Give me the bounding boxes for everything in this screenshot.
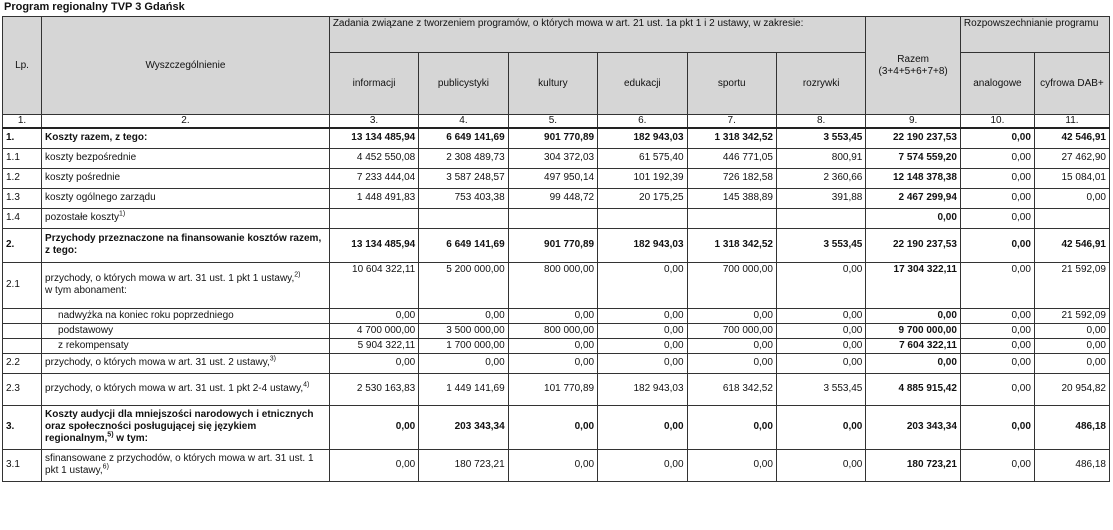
col-5: rozrywki [776,53,865,115]
index-cell: 7. [687,115,776,129]
row-value: 0,00 [960,128,1034,148]
row-value: 0,00 [419,353,508,373]
row-value: 0,00 [687,338,776,353]
row-value: 0,00 [1034,338,1109,353]
col-1: publicystyki [419,53,508,115]
row-value: 22 190 237,53 [866,228,961,262]
row-value [1034,208,1109,228]
row-label-text: koszty ogólnego zarządu [45,192,156,203]
row-value: 3 553,45 [776,373,865,405]
row-value: 0,00 [960,188,1034,208]
row-value: 1 318 342,52 [687,228,776,262]
row-value: 17 304 322,11 [866,262,961,308]
row-value: 0,00 [687,405,776,449]
col-dist-0: analogowe [960,53,1034,115]
index-cell: 2. [42,115,330,129]
index-cell: 11. [1034,115,1109,129]
row-value: 42 546,91 [1034,128,1109,148]
row-value: 101 192,39 [598,168,687,188]
row-value: 800 000,00 [508,323,597,338]
row-value: 700 000,00 [687,323,776,338]
footnote-ref: 4) [303,381,310,389]
footnote-ref: 6) [102,463,109,471]
index-cell: 1. [3,115,42,129]
row-lp: 2. [3,228,42,262]
row-value: 61 575,40 [598,148,687,168]
row-value: 486,18 [1034,405,1109,449]
row-lp: 3. [3,405,42,449]
data-table [2,16,1110,482]
row-value: 182 943,03 [598,128,687,148]
row-label-text: przychody, o których mowa w art. 31 ust. 1 pkt 1 ustawy, [45,273,295,284]
row-value: 391,88 [776,188,865,208]
row-value: 180 723,21 [866,449,961,481]
row-label [42,128,330,148]
index-cell: 6. [598,115,687,129]
row-label [42,449,330,481]
row-value: 2 467 299,94 [866,188,961,208]
col-group-rozpowszechnianie: Rozpowszechnianie programu [960,17,1109,53]
row-label [42,228,330,262]
row-value: 1 449 141,69 [419,373,508,405]
row-value: 2 530 163,83 [329,373,418,405]
row-value: 0,00 [960,168,1034,188]
row-value: 446 771,05 [687,148,776,168]
row-value: 0,00 [960,338,1034,353]
row-value [776,208,865,228]
row-value: 7 574 559,20 [866,148,961,168]
row-value: 0,00 [866,308,961,323]
row-label [42,308,330,323]
row-value [329,208,418,228]
row-value: 0,00 [866,353,961,373]
row-value: 497 950,14 [508,168,597,188]
row-value: 203 343,34 [419,405,508,449]
row-value: 1 700 000,00 [419,338,508,353]
row-value: 0,00 [960,323,1034,338]
row-label-text: sfinansowane z przychodów, o których mowa w art. 31 ust. 1 pkt 1 ustawy, [45,453,314,476]
row-value: 182 943,03 [598,228,687,262]
row-lp: 1.1 [3,148,42,168]
row-value [598,208,687,228]
row-value: 304 372,03 [508,148,597,168]
col-dist-1: cyfrowa DAB+ [1034,53,1109,115]
row-label [42,208,330,228]
row-value: 486,18 [1034,449,1109,481]
row-label [42,353,330,373]
footnote-ref: 2) [294,271,301,279]
row-value: 0,00 [598,308,687,323]
row-value: 700 000,00 [687,262,776,308]
row-value: 101 770,89 [508,373,597,405]
row-value: 0,00 [960,353,1034,373]
row-value: 20 175,25 [598,188,687,208]
row-value: 0,00 [960,148,1034,168]
row-value: 0,00 [598,405,687,449]
row-label-after: w tym: [113,433,148,444]
row-value: 203 343,34 [866,405,961,449]
row-value: 0,00 [960,449,1034,481]
row-value: 0,00 [1034,188,1109,208]
row-value: 0,00 [776,449,865,481]
row-value: 5 200 000,00 [419,262,508,308]
row-lp: 1.3 [3,188,42,208]
row-value: 0,00 [1034,353,1109,373]
row-value: 0,00 [419,308,508,323]
row-label [42,168,330,188]
table-row [3,353,1110,373]
table-row [3,168,1110,188]
row-label-text: Koszty audycji dla mniejszości narodowych i etnicznych oraz społeczności posługującej się językiem regionalnym, [45,409,314,444]
row-label [42,188,330,208]
row-value: 145 388,89 [687,188,776,208]
row-label [42,323,330,338]
row-value: 180 723,21 [419,449,508,481]
row-label-text: przychody, o których mowa w art. 31 ust. 2 ustawy, [45,357,270,368]
row-label-extra: w tym abonament: [45,285,127,296]
row-value: 99 448,72 [508,188,597,208]
table-row [3,338,1110,353]
row-value: 0,00 [329,353,418,373]
row-value: 13 134 485,94 [329,128,418,148]
row-value: 0,00 [329,308,418,323]
row-value: 4 452 550,08 [329,148,418,168]
row-value: 20 954,82 [1034,373,1109,405]
row-value: 27 462,90 [1034,148,1109,168]
index-cell: 4. [419,115,508,129]
index-cell: 5. [508,115,597,129]
row-value: 0,00 [508,338,597,353]
row-value: 0,00 [776,338,865,353]
row-value: 22 190 237,53 [866,128,961,148]
row-value: 6 649 141,69 [419,128,508,148]
row-lp: 3.1 [3,449,42,481]
row-value: 5 904 322,11 [329,338,418,353]
row-value [419,208,508,228]
row-value [687,208,776,228]
col-2: kultury [508,53,597,115]
footnote-ref: 1) [118,210,126,218]
col-wyszczegolnienie: Wyszczególnienie [42,17,330,115]
row-value: 42 546,91 [1034,228,1109,262]
table-row [3,208,1110,228]
row-value: 21 592,09 [1034,262,1109,308]
row-value: 4 700 000,00 [329,323,418,338]
row-value: 0,00 [776,262,865,308]
row-value: 10 604 322,11 [329,262,418,308]
row-label [42,262,330,308]
row-value: 0,00 [598,262,687,308]
row-value: 0,00 [960,228,1034,262]
row-label-text: podstawowy [58,324,114,336]
index-cell: 8. [776,115,865,129]
row-value: 800 000,00 [508,262,597,308]
row-value: 800,91 [776,148,865,168]
table-row [3,308,1110,323]
table-row [3,323,1110,338]
row-value: 0,00 [598,338,687,353]
row-label-text: przychody, o których mowa w art. 31 ust. 1 pkt 2-4 ustawy, [45,383,304,394]
row-value: 0,00 [687,308,776,323]
row-value: 0,00 [687,353,776,373]
row-value: 7 233 444,04 [329,168,418,188]
index-cell: 9. [866,115,961,129]
table-row [3,128,1110,148]
row-value: 0,00 [508,449,597,481]
row-label-text: pozostałe koszty [45,212,119,223]
row-value: 2 360,66 [776,168,865,188]
row-value: 901 770,89 [508,128,597,148]
row-label-text: koszty bezpośrednie [45,152,137,163]
col-lp: Lp. [3,17,42,115]
row-lp: 2.1 [3,262,42,308]
row-value: 0,00 [508,353,597,373]
row-value: 0,00 [776,323,865,338]
row-value: 0,00 [508,308,597,323]
row-value: 6 649 141,69 [419,228,508,262]
table-row [3,228,1110,262]
row-value: 0,00 [687,449,776,481]
row-label-text: z rekompensaty [58,339,129,351]
row-value: 7 604 322,11 [866,338,961,353]
col-group-zadania: Zadania związane z tworzeniem programów, o których mowa w art. 21 ust. 1a pkt 1 i 2 ustawy, w zakresie: [329,17,866,53]
row-value: 0,00 [598,323,687,338]
row-value: 1 318 342,52 [687,128,776,148]
table-row [3,405,1110,449]
row-label-text: Koszty razem, z tego: [45,132,148,144]
footnote-ref: 3) [269,355,276,363]
row-label [42,338,330,353]
table-row [3,373,1110,405]
row-value: 3 587 248,57 [419,168,508,188]
row-value: 0,00 [776,405,865,449]
row-lp: 1. [3,128,42,148]
index-cell: 3. [329,115,418,129]
row-value: 15 084,01 [1034,168,1109,188]
row-lp: 1.4 [3,208,42,228]
row-value: 3 553,45 [776,128,865,148]
row-value: 0,00 [960,208,1034,228]
table-row [3,262,1110,308]
row-value: 9 700 000,00 [866,323,961,338]
row-label-text: nadwyżka na koniec roku poprzedniego [58,309,234,321]
row-value: 0,00 [508,405,597,449]
row-lp [3,338,42,353]
row-label-text: Przychody przeznaczone na finansowanie kosztów razem, z tego: [45,233,322,256]
row-value: 12 148 378,38 [866,168,961,188]
row-value [508,208,597,228]
table-row [3,148,1110,168]
col-3: edukacji [598,53,687,115]
row-label-text: koszty pośrednie [45,172,121,183]
row-value: 0,00 [598,449,687,481]
row-value: 182 943,03 [598,373,687,405]
row-value: 3 500 000,00 [419,323,508,338]
row-value: 1 448 491,83 [329,188,418,208]
col-4: sportu [687,53,776,115]
row-lp: 2.2 [3,353,42,373]
row-value: 0,00 [598,353,687,373]
row-value: 0,00 [960,262,1034,308]
row-value: 0,00 [329,449,418,481]
table-row [3,449,1110,481]
row-lp [3,308,42,323]
row-value: 2 308 489,73 [419,148,508,168]
row-value: 0,00 [776,308,865,323]
row-value: 3 553,45 [776,228,865,262]
row-value: 901 770,89 [508,228,597,262]
row-value: 753 403,38 [419,188,508,208]
page-title: Program regionalny TVP 3 Gdańsk [4,1,185,13]
col-0: informacji [329,53,418,115]
row-value: 0,00 [329,405,418,449]
row-value: 21 592,09 [1034,308,1109,323]
row-value: 0,00 [866,208,961,228]
table-row [3,188,1110,208]
row-label [42,405,330,449]
row-value: 0,00 [1034,323,1109,338]
row-value: 4 885 915,42 [866,373,961,405]
row-value: 618 342,52 [687,373,776,405]
row-lp: 1.2 [3,168,42,188]
row-value: 0,00 [960,373,1034,405]
row-label [42,373,330,405]
row-label [42,148,330,168]
row-value: 0,00 [960,405,1034,449]
footnote-ref: 5) [107,431,114,439]
row-value: 726 182,58 [687,168,776,188]
row-value: 13 134 485,94 [329,228,418,262]
row-lp [3,323,42,338]
col-razem: Razem (3+4+5+6+7+8) [866,17,961,115]
row-lp: 2.3 [3,373,42,405]
index-cell: 10. [960,115,1034,129]
row-value: 0,00 [776,353,865,373]
row-value: 0,00 [960,308,1034,323]
